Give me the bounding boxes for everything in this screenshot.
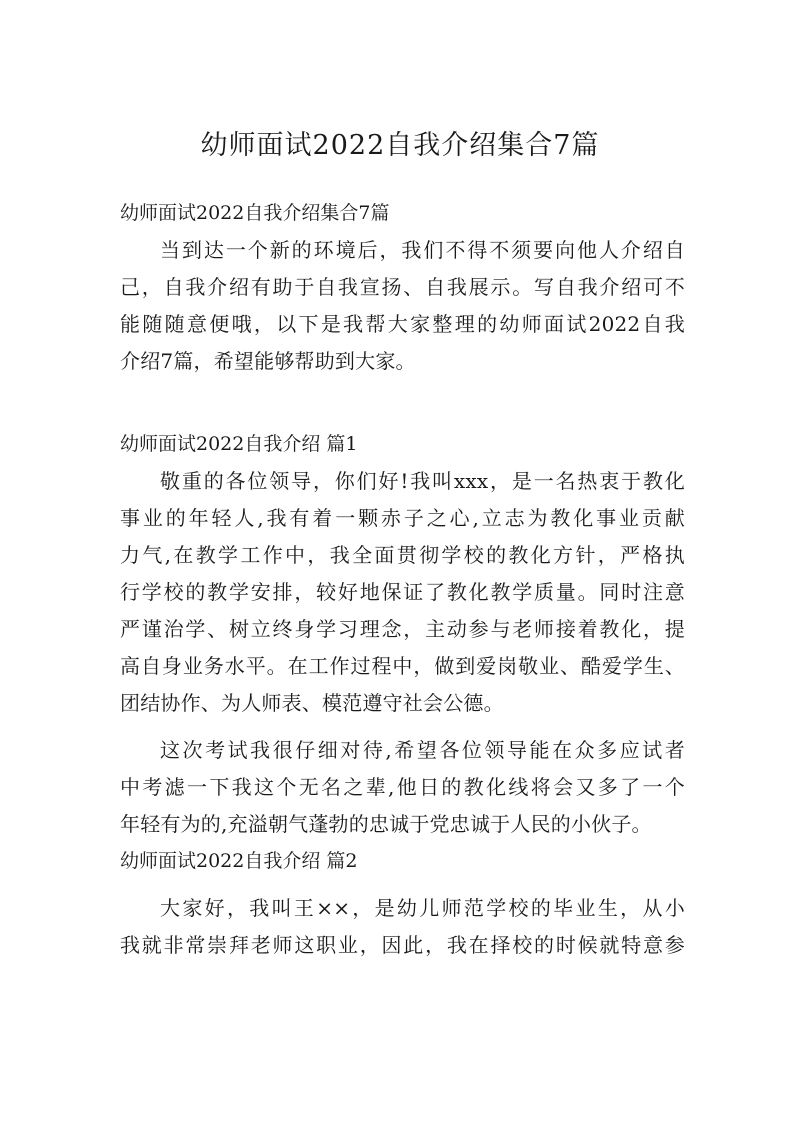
text-line: 年轻有为的,充溢朝气蓬勃的忠诚于党忠诚于人民的小伙子。	[120, 812, 652, 836]
section2-paragraph-1	[120, 890, 685, 964]
text-line: 事业的年轻人,我有着一颗赤子之心,立志为教化事业贡献	[120, 506, 685, 530]
section-heading-2: 幼师面试2022自我介绍 篇2	[120, 850, 358, 872]
text-line: 力气,在教学工作中，我全面贯彻学校的教化方针，严格执	[120, 543, 685, 567]
section-heading-1: 幼师面试2022自我介绍 篇1	[120, 433, 358, 455]
paragraph-gap	[120, 380, 685, 426]
text-line: 当到达一个新的环境后，我们不得不须要向他人介绍自	[160, 238, 685, 262]
text-line: 这次考试我很仔细对待,希望各位领导能在众多应试者	[160, 738, 685, 762]
text-line: 行学校的教学安排，较好地保证了教化教学质量。同时注意	[120, 580, 685, 604]
paragraph-gap	[120, 880, 685, 890]
text-line: 高自身业务水平。在工作过程中，做到爱岗敬业、酷爱学生、	[120, 654, 685, 678]
text-line: 能随随意便哦，以下是我帮大家整理的幼师面试2022自我	[120, 312, 685, 336]
document-title: 幼师面试2022自我介绍集合7篇	[200, 130, 600, 161]
section1-paragraph-2	[120, 732, 685, 843]
text-line: 介绍7篇，希望能够帮助到大家。	[120, 349, 416, 373]
text-line: 己，自我介绍有助于自我宣扬、自我展示。写自我介绍可不	[120, 275, 685, 299]
document-subtitle: 幼师面试2022自我介绍集合7篇	[120, 202, 390, 224]
intro-paragraph	[120, 232, 685, 380]
text-line: 大家好，我叫王××，是幼儿师范学校的毕业生，从小	[160, 896, 685, 920]
paragraph-gap	[120, 722, 685, 732]
text-line: 中考滤一下我这个无名之辈,他日的教化线将会又多了一个	[120, 775, 685, 799]
section1-paragraph-1	[120, 463, 685, 722]
text-line: 严谨治学、树立终身学习理念，主动参与老师接着教化，提	[120, 617, 685, 641]
document-body	[120, 195, 685, 964]
text-line: 团结协作、为人师表、模范遵守社会公德。	[120, 691, 504, 715]
text-line: 敬重的各位领导，你们好!我叫xxx，是一名热衷于教化	[160, 469, 685, 493]
text-line: 我就非常崇拜老师这职业，因此，我在择校的时候就特意参	[120, 933, 685, 957]
